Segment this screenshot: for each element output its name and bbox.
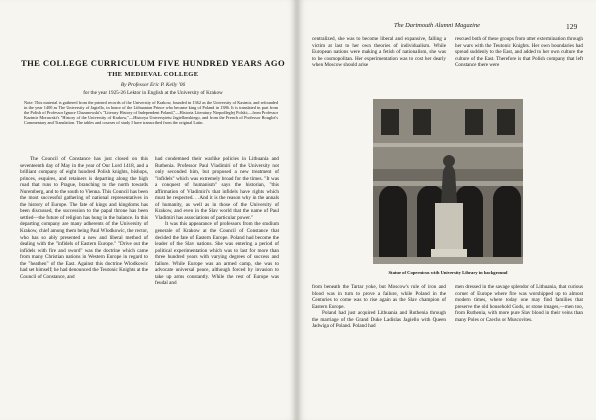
byline: By Professor Eric P. Kelly '06 [120, 82, 186, 88]
left-column-2 [155, 156, 279, 287]
photo-caption: Statue of Copernicus with University Library in background [388, 270, 508, 275]
right-page [298, 0, 596, 420]
copernicus-statue-image [373, 99, 523, 264]
article-title: THE COLLEGE CURRICULUM FIVE HUNDRED YEARS AGO [20, 58, 286, 68]
copernicus-photo [373, 99, 523, 264]
left-page [0, 0, 296, 420]
running-title: The Dartmouth Alumni Magazine [394, 22, 480, 29]
paragraph: It was this appearance of professors from the studium generale of Krakow at the Council of Constance that decided the fate of Eastern Europe. Poland had become the leader of the Slav nations. She was entering a period of political experimentation which was to last for more than three hundred years with varying degrees of success and failure. While Europe was an armed camp, she was to advocate universal peace, although forced by invasion to take up arms constantly. While the rest of Europe was feudal and [155, 221, 279, 287]
article-subtitle: THE MEDIEVAL COLLEGE [107, 71, 199, 78]
right-column-2-bottom [455, 284, 583, 323]
paragraph: rescued both of these groups from utter extermination through her wars with the Teutonic Knights. Her own boundaries had spread suddenly to the East, and added to her own culture the culture of the East. Therefore is that Polish company that left Constance there were [455, 36, 583, 69]
editor-note: Note: This material is gathered from the printed records of the University of Krakow, founded in 1362 as the University of Kasimir, and refounded in the year 1400 as The University of Jagiello, in honor of the Lithuanian Prince who became king of Poland in 1386. It is translated in part from the Polish of Professor Ignace Chrzanowski's "Literary History of Independent Poland,"—Historia Literatury Niepodleglej Polski;—from Professor Kazimir Morawski's "History of the University of Krakow,"—Historya Universytetu Jagiellonskiego, and from the French of Professor Rouglot's Commentary and Translation. The tables and courses of study I have transcribed from the original Latin. [24, 100, 278, 126]
right-column-1-top [312, 36, 446, 69]
affiliation: for the year 1925-26 Lektor in English at the University of Krakow [83, 90, 223, 96]
paragraph: men dressed in the savage splendor of Lithuania, that curious corner of Europe where fire was worshipped up to almost modern times, where today one may find families that preserve the old household Gods, or stone images,—men too, from Ruthenia, with more pure Slav blood in their veins than many Poles or Czechs or Muscovites. [455, 284, 583, 323]
right-column-2-top [455, 36, 583, 69]
paragraph: The Council of Constance has just closed on this seventeenth day of May in the year of Our Lord 1418, and a brilliant company of eight hundred Polish knights, bishops, princes, esquires, and retainers is departing along the high road that runs to Prague, branching to the north towards Nuremberg, and to the south to Vienna. This Council has been the most successful gathering of national representatives in the history of Europe. The fate of kings and kingdoms has been discussed, the succession to the papal throne has been settled—the future of religion has hung in the balance. In this departing company are many adherents of the University of Krakow, chief among them being Paul Wlodkowic, the rector, who has so ably presented a new and liberal method of dealing with the "infidels of Eastern Europe." "Drive out the infidels with fire and sword" was the doctrine which came from many Christian nations in Western Europe in regard to the "heathen" of the East. Against this doctrine Wlodkowic had set himself; he had denounced the Teutonic Knights at the Council of Constance, and [20, 156, 148, 280]
paragraph: centralized, she was to become liberal and expansive, falling a victim at last to her own theories of individualism. While European nations were making a fetish of nationalism, she was to be cosmopolitan. Her experimentation was to cost her dearly when Moscow should arise [312, 36, 446, 69]
paragraph: from beneath the Tartar yoke, but Moscow's rule of iron and blood was in turn to prove a failure, while Poland in the Centuries to come was to rise again as the Slav champion of Eastern Europe. [312, 284, 446, 310]
paragraph: Poland had just acquired Lithuania and Ruthenia through the marriage of the Grand Duke Ladislas Jagiello with Queen Jadwiga of Poland. Poland had [312, 310, 446, 330]
page-number: 129 [566, 22, 578, 31]
right-column-1-bottom [312, 284, 446, 330]
paragraph: had condemned their warlike policies in Lithuania and Ruthenia. Professor Paul Vladimiri of the University not only seconded him, but proposed a new treatment of "infidels" which was extremely broad for the times. "It was a conquest of humanism" says the historian, "this affirmation of Vladimiri's that infidels have rights which must be respected. . .And it is the reason why in the annals of humanity, as well as in those of the University of Krakow, and even in the Slav world that the name of Paul Vladimiri has associations of particular power." [155, 156, 279, 221]
left-column-1 [20, 156, 148, 280]
